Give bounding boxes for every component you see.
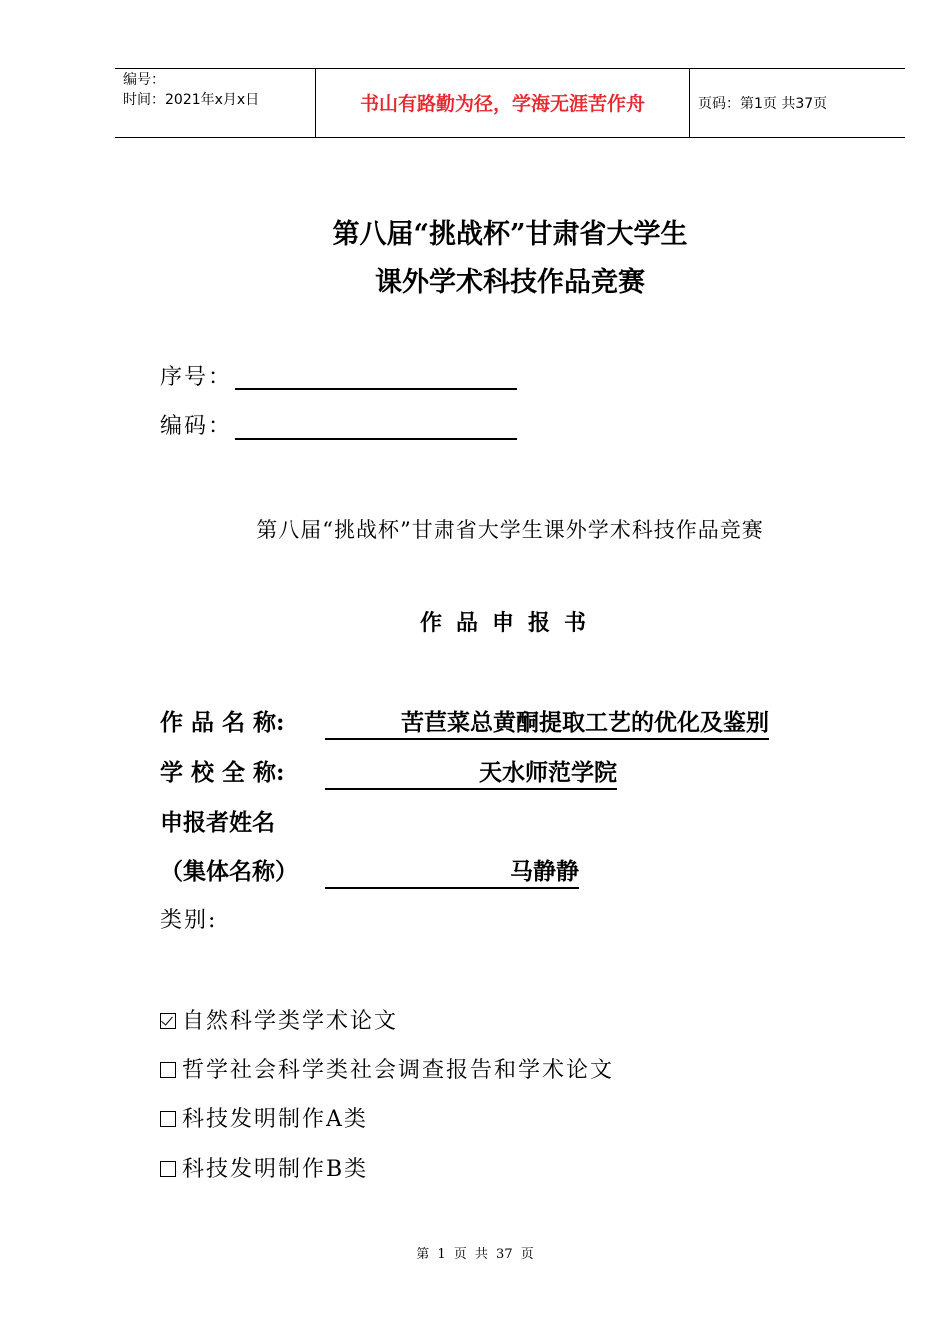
checkbox-icon[interactable]	[160, 1062, 176, 1078]
competition-subtitle: 第八届“挑战杯”甘肃省大学生课外学术科技作品竞赛	[256, 518, 764, 542]
school-value: 天水师范学院	[325, 758, 617, 790]
category-item-invention-a[interactable]	[160, 1106, 368, 1134]
motto-text: 书山有路勤为径，学海无涯苦作舟	[359, 93, 645, 115]
checkbox-icon[interactable]	[160, 1161, 176, 1177]
application-title: 作品申报书	[419, 610, 600, 636]
applicant-label: 申报者姓名	[160, 809, 275, 836]
checked-checkbox-icon[interactable]	[160, 1013, 176, 1029]
header-middle-cell	[316, 69, 690, 137]
category-text: 哲学社会科学类社会调查报告和学术论文	[182, 1058, 615, 1083]
title-line-2: 课外学术科技作品竞赛	[375, 267, 645, 298]
school-label: 学 校 全 称:	[160, 759, 285, 786]
serial-blank[interactable]	[235, 388, 517, 390]
checkbox-icon[interactable]	[160, 1111, 176, 1127]
title-line-1: 第八届“挑战杯”甘肃省大学生	[332, 219, 688, 250]
category-text: 科技发明制作B类	[182, 1157, 369, 1182]
category-item-invention-b[interactable]	[160, 1156, 368, 1184]
category-item-social-science[interactable]	[160, 1057, 614, 1085]
header-left-cell	[115, 69, 316, 137]
page-header	[115, 68, 905, 138]
page-footer: 第 1 页 共 37 页	[416, 1247, 534, 1262]
category-item-natural-science[interactable]	[160, 1008, 398, 1036]
group-label: （集体名称）	[160, 858, 298, 885]
category-text: 科技发明制作A类	[182, 1107, 368, 1132]
category-label: 类别:	[160, 908, 218, 933]
page-info: 页码：第1页 共37页	[698, 96, 828, 112]
code-blank[interactable]	[235, 438, 517, 440]
code-label: 编号：	[123, 72, 165, 88]
work-name-label: 作 品 名 称:	[160, 709, 285, 736]
code-field-label: 编码：	[160, 414, 233, 439]
work-name-value: 苦苣菜总黄酮提取工艺的优化及鉴别	[325, 708, 769, 740]
time-label: 时间：2021年x月x日	[123, 92, 260, 108]
group-value: 马静静	[325, 857, 579, 889]
serial-label: 序号：	[160, 365, 233, 390]
header-right-cell	[690, 69, 905, 137]
category-text: 自然科学类学术论文	[182, 1009, 399, 1034]
